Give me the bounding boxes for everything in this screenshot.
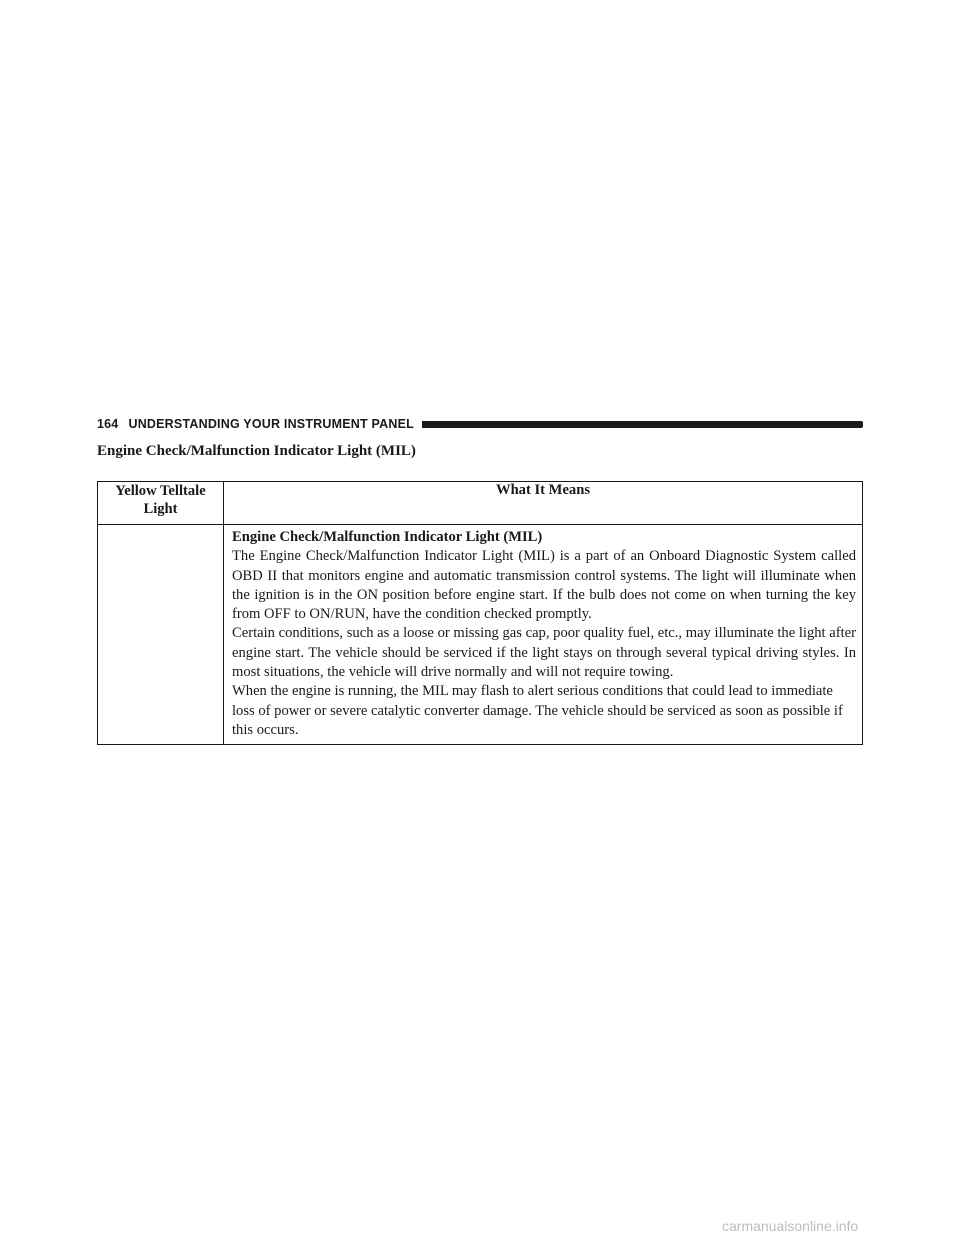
column-header-telltale-line1: Yellow Telltale — [115, 483, 206, 499]
description-paragraph-3: When the engine is running, the MIL may flash to alert serious conditions that could lead to immediate loss of power or severe catalytic converter damage. The vehicle should be serviced as soon as possible if this occurs. — [232, 683, 843, 738]
table-row — [98, 525, 863, 745]
watermark: carmanualsonline.info — [722, 1218, 859, 1234]
page-header — [97, 414, 863, 434]
column-header-telltale-line2: Light — [143, 501, 178, 517]
page-heading: Engine Check/Malfunction Indicator Light (MIL) — [97, 443, 416, 459]
column-header-what-it-means: What It Means — [224, 482, 863, 525]
description-paragraph-2: Certain conditions, such as a loose or missing gas cap, poor quality fuel, etc., may illuminate the light after engine start. The vehicle should be serviced if the light stays on through several typical driving styles. In most situations, the vehicle will drive normally and will not require towing. — [232, 625, 856, 681]
telltale-icon-cell — [98, 525, 224, 745]
table-header-row — [98, 482, 863, 525]
description-title: Engine Check/Malfunction Indicator Light (MIL) — [232, 529, 543, 545]
page-number: 164 — [97, 417, 119, 431]
description-paragraph-1: The Engine Check/Malfunction Indicator Light (MIL) is a part of an Onboard Diagnostic System called OBD II that monitors engine and automatic transmission control systems. The light will illuminate when the ignition is in the ON position before engine start. If the bulb does not come on when turning the key from OFF to ON/RUN, have the condition checked promptly. — [232, 548, 856, 623]
description-cell — [224, 525, 863, 745]
column-header-telltale-light — [98, 482, 224, 525]
header-rule — [422, 421, 863, 428]
section-title: UNDERSTANDING YOUR INSTRUMENT PANEL — [128, 417, 414, 431]
indicator-table — [97, 481, 863, 745]
